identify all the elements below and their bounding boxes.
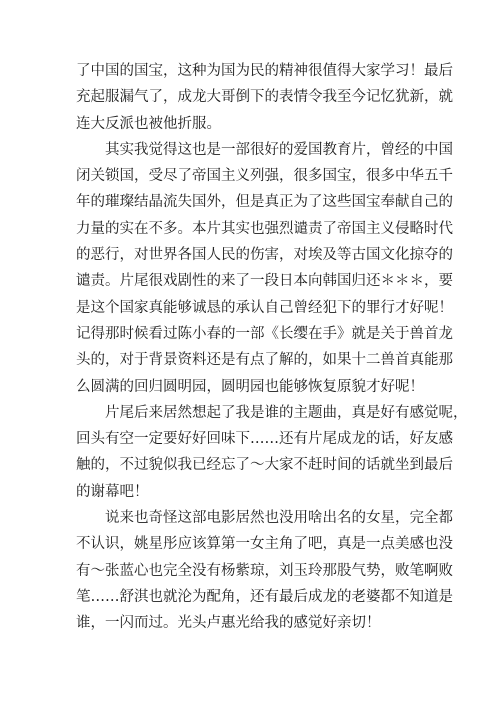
text-line: 是这个国家真能够诚恳的承认自己曾经犯下的罪行才好呢！ [76, 299, 453, 316]
text-line: 触的，不过貌似我已经忘了～大家不赶时间的话就坐到最后 [76, 457, 453, 474]
text-line: 记得那时候看过陈小春的一部《长缨在手》就是关于兽首龙 [76, 325, 453, 342]
text-line: 回头有空一定要好好回味下……还有片尾成龙的话，好友感 [76, 431, 453, 448]
text-line: 有～张蓝心也完全没有杨紫琼，刘玉玲那股气势，败笔啊败 [76, 562, 453, 579]
text-line: 头的，对于背景资料还是有点了解的，如果十二兽首真能那 [76, 352, 453, 369]
paragraph-4 [76, 505, 453, 636]
text-line: 片尾后来居然想起了我是谁的主题曲，真是好有感觉呢， [105, 404, 468, 421]
text-line: 谴责。片尾很戏剧性的来了一段日本向韩国归还＊＊＊，要 [76, 273, 453, 290]
text-line: 其实我觉得这也是一部很好的爱国教育片，曾经的中国 [105, 141, 453, 158]
text-line: 谁，一闪而过。光头卢惠光给我的感觉好亲切！ [76, 615, 381, 632]
text-line: 连大反派也被他折服。 [76, 115, 221, 132]
paragraph-2 [76, 137, 453, 400]
text-line: 闭关锁国，受尽了帝国主义列强，很多国宝，很多中华五千 [76, 168, 453, 185]
text-line: 么圆满的回归圆明园，圆明园也能够恢复原貌才好呢！ [76, 378, 424, 395]
paragraph-3 [76, 400, 468, 505]
text-line: 笔……舒淇也就沦为配角，还有最后成龙的老婆都不知道是 [76, 588, 453, 605]
text-line: 的谢幕吧！ [76, 483, 149, 500]
text-line: 的恶行，对世界各国人民的伤害，对埃及等古国文化掠夺的 [76, 247, 453, 264]
article-body [76, 58, 468, 637]
text-line: 说来也奇怪这部电影居然也没用啥出名的女星，完全都 [105, 510, 453, 527]
text-line: 不认识，姚星彤应该算第一女主角了吧，真是一点美感也没 [76, 536, 453, 553]
text-line: 了中国的国宝，这种为国为民的精神很值得大家学习！最后 [76, 63, 453, 79]
paragraph-1 [76, 58, 453, 137]
text-line: 充起服漏气了，成龙大哥倒下的表情令我至今记忆犹新，就 [76, 89, 453, 106]
text-line: 力量的实在不多。本片其实也强烈谴责了帝国主义侵略时代 [76, 220, 453, 237]
text-line: 年的璀璨结晶流失国外，但是真正为了这些国宝奉献自己的 [76, 194, 453, 211]
